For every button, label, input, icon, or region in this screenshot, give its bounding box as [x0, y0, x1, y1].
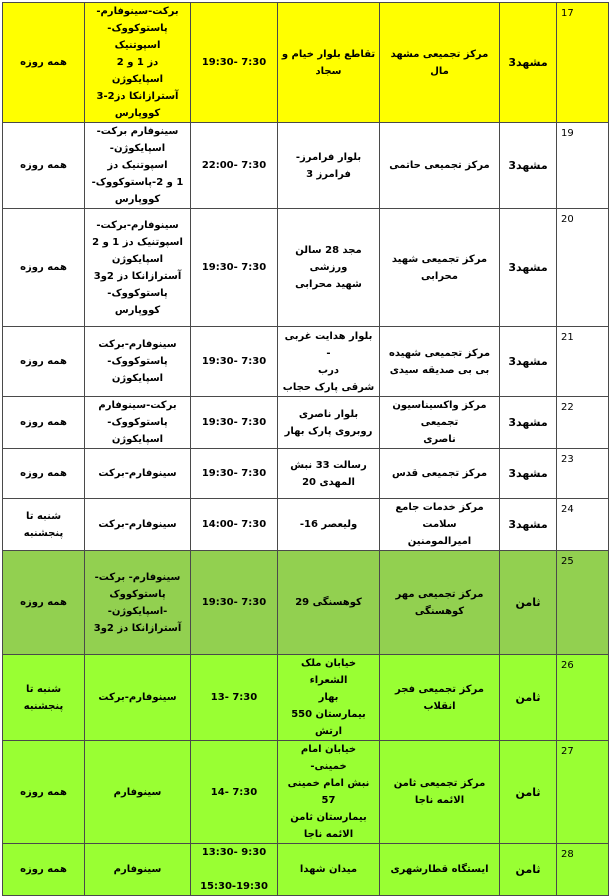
- table-row: [3, 449, 609, 499]
- hours-cell: 9:30 -13:30 15:30-19:30: [191, 844, 278, 896]
- address-cell: رسالت 33 نبش المهدی 20: [278, 449, 380, 499]
- table-row: [3, 551, 609, 655]
- table-row: [3, 123, 609, 209]
- city-cell: مشهد3: [500, 209, 557, 327]
- address-cell: تقاطع بلوار خیام و سجاد: [278, 3, 380, 123]
- address-cell: خیابان امام خمینی- نبش امام خمینی 57 بیمارستان ثامن الائمه ناجا: [278, 741, 380, 844]
- row-number: 26: [557, 655, 609, 741]
- days-cell: همه روزه: [3, 327, 85, 397]
- address-cell: کوهسنگی 29: [278, 551, 380, 655]
- table-row: [3, 397, 609, 449]
- row-number: 25: [557, 551, 609, 655]
- hours-cell: 7:30 -14: [191, 741, 278, 844]
- days-cell: شنبه تا پنجشنبه: [3, 655, 85, 741]
- table-row: [3, 655, 609, 741]
- hours-cell: 7:30 -19:30: [191, 449, 278, 499]
- center-name-cell: مرکز تجمیعی قدس: [380, 449, 500, 499]
- row-number: 24: [557, 499, 609, 551]
- address-cell: خیابان ملک الشعراء بهار بیمارستان 550 ارتش: [278, 655, 380, 741]
- hours-cell: 7:30 -19:30: [191, 397, 278, 449]
- row-number: 17: [557, 3, 609, 123]
- center-name-cell: ایستگاه قطارشهری: [380, 844, 500, 896]
- center-name-cell: مرکز واکسیناسیون تجمیعی ناصری: [380, 397, 500, 449]
- center-name-cell: مرکز تجمیعی مشهد مال: [380, 3, 500, 123]
- table-body: [3, 3, 609, 896]
- days-cell: همه روزه: [3, 123, 85, 209]
- row-number: 27: [557, 741, 609, 844]
- vaccines-cell: سینوفارم-برکت: [85, 449, 191, 499]
- vaccination-centers-table: [2, 2, 609, 896]
- center-name-cell: مرکز تجمیعی شهید محرابی: [380, 209, 500, 327]
- table-row: [3, 499, 609, 551]
- days-cell: همه روزه: [3, 209, 85, 327]
- hours-cell: 7:30 -13: [191, 655, 278, 741]
- vaccines-cell: سینوفارم: [85, 741, 191, 844]
- vaccines-cell: برکت-سینوفارم- پاستوکووک-اسپوتنیک دز 1 و 2 اسپایکوژن آسترازانکا دز2-3 کووپارس: [85, 3, 191, 123]
- city-cell: ثامن: [500, 844, 557, 896]
- hours-cell: 7:30 -19:30: [191, 551, 278, 655]
- row-number: 23: [557, 449, 609, 499]
- vaccines-cell: سینوفارم-برکت- اسپوتنیک دز 1 و 2 اسپایکوژن آسترازانکا دز 2و3 پاستوکووک-کووپارس: [85, 209, 191, 327]
- vaccines-cell: سینوفارم-برکت: [85, 655, 191, 741]
- city-cell: ثامن: [500, 741, 557, 844]
- days-cell: همه روزه: [3, 3, 85, 123]
- vaccines-cell: برکت-سینوفارم پاستوکووک-اسپایکوژن: [85, 397, 191, 449]
- center-name-cell: مرکز تجمیعی فجر انقلاب: [380, 655, 500, 741]
- center-name-cell: مرکز خدمات جامع سلامت امیرالمومنین: [380, 499, 500, 551]
- city-cell: مشهد3: [500, 449, 557, 499]
- city-cell: ثامن: [500, 551, 557, 655]
- address-cell: ولیعصر 16-: [278, 499, 380, 551]
- address-cell: بلوار فرامرز-فرامرز 3: [278, 123, 380, 209]
- vaccines-cell: سینوفارم-برکت: [85, 499, 191, 551]
- table-row: [3, 209, 609, 327]
- vaccines-cell: سینوفارم-برکت پاستوکووک-اسپایکوژن: [85, 327, 191, 397]
- row-number: 28: [557, 844, 609, 896]
- days-cell: همه روزه: [3, 844, 85, 896]
- center-name-cell: مرکز تجمیعی مهر کوهسنگی: [380, 551, 500, 655]
- vaccines-cell: سینوفارم: [85, 844, 191, 896]
- center-name-cell: مرکز تجمیعی ثامن الائمه ناجا: [380, 741, 500, 844]
- city-cell: مشهد3: [500, 327, 557, 397]
- hours-cell: 7:30 -14:00: [191, 499, 278, 551]
- days-cell: همه روزه: [3, 397, 85, 449]
- city-cell: مشهد3: [500, 123, 557, 209]
- row-number: 22: [557, 397, 609, 449]
- days-cell: شنبه تا پنجشنبه: [3, 499, 85, 551]
- row-number: 21: [557, 327, 609, 397]
- table-row: [3, 3, 609, 123]
- center-name-cell: مرکز تجمیعی شهیده بی بی صدیقه سیدی: [380, 327, 500, 397]
- city-cell: ثامن: [500, 655, 557, 741]
- row-number: 19: [557, 123, 609, 209]
- days-cell: همه روزه: [3, 741, 85, 844]
- hours-cell: 7:30 -19:30: [191, 3, 278, 123]
- city-cell: مشهد3: [500, 499, 557, 551]
- address-cell: مجد 28 سالن ورزشی شهید محرابی: [278, 209, 380, 327]
- city-cell: مشهد3: [500, 3, 557, 123]
- table-row: [3, 327, 609, 397]
- vaccines-cell: سینوفارم برکت- اسپایکوژن-اسپوتنیک دز 1 و 2-پاستوکووک- کووپارس: [85, 123, 191, 209]
- center-name-cell: مرکز تجمیعی حاتمی: [380, 123, 500, 209]
- table-row: [3, 844, 609, 896]
- vaccines-cell: سینوفارم- برکت- پاستوکووک -اسپایکوژن- آسترازانکا دز 2و3: [85, 551, 191, 655]
- city-cell: مشهد3: [500, 397, 557, 449]
- table-row: [3, 741, 609, 844]
- hours-cell: 7:30 -22:00: [191, 123, 278, 209]
- address-cell: میدان شهدا: [278, 844, 380, 896]
- address-cell: بلوار ناصری روبروی پارک بهار: [278, 397, 380, 449]
- hours-cell: 7:30 -19:30: [191, 209, 278, 327]
- hours-cell: 7:30 -19:30: [191, 327, 278, 397]
- address-cell: بلوار هدایت غربی - درب شرقی پارک حجاب: [278, 327, 380, 397]
- days-cell: همه روزه: [3, 551, 85, 655]
- row-number: 20: [557, 209, 609, 327]
- days-cell: همه روزه: [3, 449, 85, 499]
